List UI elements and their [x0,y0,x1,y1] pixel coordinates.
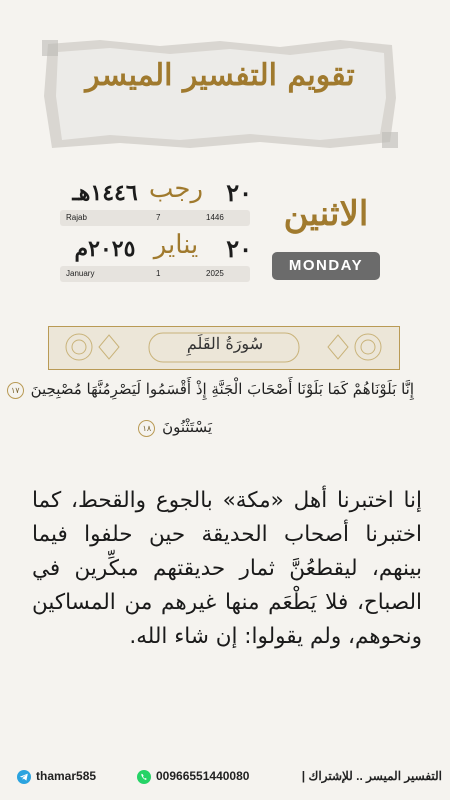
title-paper-background [40,38,400,150]
hijri-month: رجب [148,174,204,204]
verse-text-2: يَسْتَثْنُونَ [162,418,212,436]
weekday-english-badge: MONDAY [272,252,380,280]
gregorian-year: ٢٠٢٥م [74,236,136,262]
footer [8,764,442,790]
gregorian-sub-day: 1 [156,269,161,278]
verse-line-1 [11,380,414,399]
footer-handle[interactable]: thamar585 [36,769,97,783]
app-title: تقويم التفسير الميسر [85,58,355,93]
hijri-sub-year: 1446 [206,213,224,222]
gregorian-subrow [60,266,250,282]
hijri-year: ١٤٤٦هـ [72,180,138,206]
footer-brand: التفسير الميسر .. للإشتراك | [301,769,442,783]
verse-line-2 [36,418,212,437]
telegram-icon[interactable] [16,769,32,785]
verse-text-1: إِنَّا بَلَوْنَاهُمْ كَمَا بَلَوْنَا أَصْحَابَ الْجَنَّةِ إِذْ أَقْسَمُوا لَيَصْرِمُنَّهَا مُصْبِحِينَ [30,380,414,398]
hijri-sub-month: Rajab [66,213,87,222]
gregorian-month: يناير [153,230,199,260]
gregorian-sub-month: January [66,269,95,278]
whatsapp-icon[interactable] [136,769,152,785]
gregorian-day: ٢٠ [226,234,252,263]
tafsir-text: إنا اختبرنا أهل «مكة» بالجوع والقحط، كما اختبرنا أصحاب الحديقة حين حلفوا فيما بينهم، ليقطعُنَّ ثمار حديقتهم مبكِّرين في الصباح، فلا يَطْعَم منها غيرهم من المساكين ونحوهم، ولم يقولوا: إن شاء الله. [32,488,422,649]
gregorian-sub-year: 2025 [206,269,224,278]
hijri-subrow [60,210,250,226]
hijri-sub-day: 7 [156,213,161,222]
footer-phone[interactable]: 00966551440080 [156,769,250,783]
surah-name: سُورَةُ القَلَمِ [186,334,264,353]
weekday-arabic: الاثنين [283,194,369,234]
verse-number-17: ١٧ [7,382,24,399]
hijri-day: ٢٠ [226,178,252,207]
verse-number-18: ١٨ [138,420,155,437]
